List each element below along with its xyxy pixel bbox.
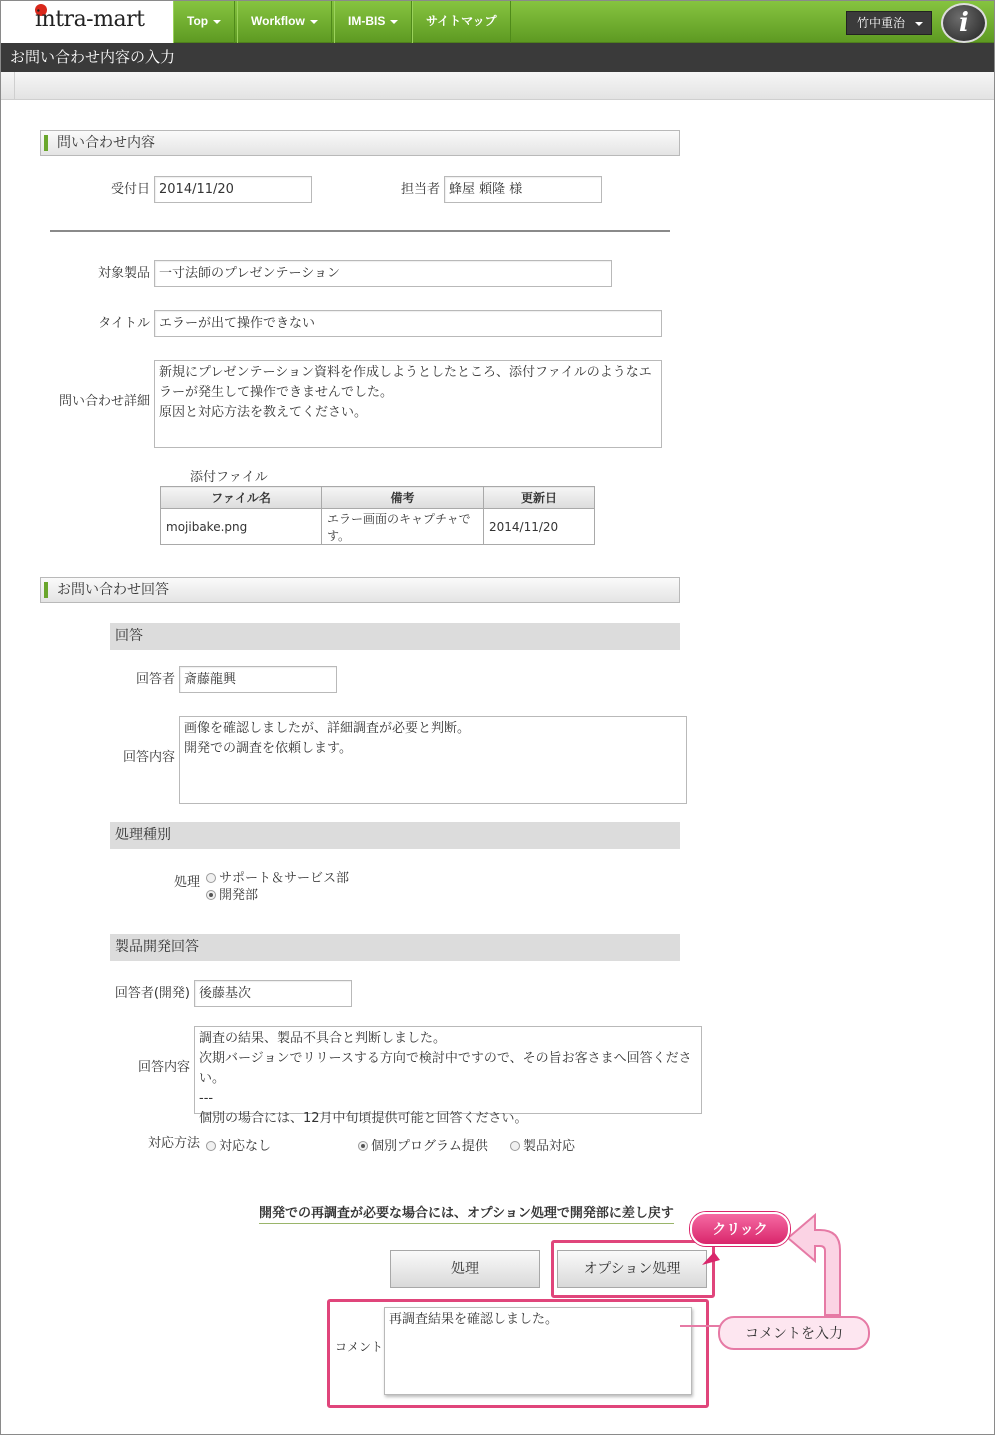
chevron-down-icon: [390, 20, 398, 24]
attachment-remarks: エラー画面のキャプチャです。: [322, 509, 484, 545]
subsection-dev-answer: 製品開発回答: [110, 934, 680, 961]
radio-unselected-icon: [510, 1141, 520, 1151]
detail-label: 問い合わせ詳細: [58, 394, 150, 409]
comment-textarea[interactable]: 再調査結果を確認しました。: [384, 1307, 692, 1395]
method-option-none-label: 対応なし: [219, 1139, 272, 1154]
section-answer-header: お問い合わせ回答: [40, 577, 680, 603]
section-inquiry-header: 問い合わせ内容: [40, 130, 680, 156]
subsection-process-type: 処理種別: [110, 822, 680, 849]
click-callout: クリック: [690, 1212, 790, 1246]
attachment-file-link[interactable]: mojibake.png: [161, 509, 322, 545]
dev-responder-label: 回答者(開発): [114, 986, 190, 1001]
detail-textarea[interactable]: 新規にプレゼンテーション資料を作成しようとしたところ、添付ファイルのようなエラーが発生して操作できませんでした。 原因と対応方法を教えてください。: [154, 360, 662, 448]
table-header-row: [161, 487, 595, 509]
column-header-filename: ファイル名: [161, 487, 322, 509]
responder-field[interactable]: 斎藤龍興: [179, 666, 337, 693]
chevron-down-icon: [915, 22, 923, 26]
process-option-dev[interactable]: [206, 884, 258, 903]
method-option-product-label: 製品対応: [523, 1139, 576, 1154]
radio-unselected-icon: [206, 873, 216, 883]
method-option-individual-label: 個別プログラム提供: [371, 1139, 488, 1154]
process-button[interactable]: 処理: [390, 1250, 540, 1288]
nav-top[interactable]: [173, 1, 235, 43]
chevron-down-icon: [310, 20, 318, 24]
nav-sitemap[interactable]: [412, 1, 511, 43]
toolbar: [1, 72, 994, 100]
info-icon[interactable]: i: [941, 3, 987, 43]
comment-callout: コメントを入力: [718, 1316, 870, 1350]
received-date-field[interactable]: 2014/11/20: [154, 176, 312, 203]
toolbar-divider: [14, 72, 15, 100]
nav-im-bis-label: IM-BIS: [348, 14, 386, 28]
intra-mart-logo[interactable]: [1, 1, 173, 43]
nav-workflow[interactable]: [237, 1, 332, 43]
logo-text: intra-mart: [35, 7, 145, 32]
person-field[interactable]: 蜂屋 頼隆 様: [444, 176, 602, 203]
responder-label: 回答者: [135, 672, 175, 687]
nav-top-label: Top: [187, 14, 209, 28]
user-menu[interactable]: [846, 11, 932, 35]
received-date-label: 受付日: [110, 182, 150, 197]
method-label: 対応方法: [147, 1136, 200, 1151]
chevron-down-icon: [213, 20, 221, 24]
answer-content-label: 回答内容: [122, 750, 175, 765]
top-navigation-bar: [1, 1, 994, 43]
subsection-answer: 回答: [110, 623, 680, 650]
attachment-table: [160, 486, 595, 545]
dev-content-textarea[interactable]: 調査の結果、製品不具合と判断しました。 次期バージョンでリリースする方向で検討中ですので、その旨お客さまへ回答ください。 --- 個別の場合には、12月中旬頃提供可能と回答ください。: [194, 1026, 702, 1114]
instruction-note: 開発での再調査が必要な場合には、オプション処理で開発部に差し戻す: [259, 1202, 674, 1224]
person-label: 担当者: [400, 182, 440, 197]
product-field[interactable]: 一寸法師のプレゼンテーション: [154, 260, 612, 287]
process-label: 処理: [173, 875, 200, 890]
column-header-remarks: 備考: [322, 487, 484, 509]
table-row: [161, 509, 595, 545]
attachment-label: 添付ファイル: [190, 470, 268, 485]
process-option-dev-label: 開発部: [219, 888, 259, 903]
method-option-none[interactable]: [206, 1135, 271, 1154]
nav-sitemap-label: サイトマップ: [426, 14, 497, 28]
radio-selected-icon: [206, 890, 216, 900]
page-title: お問い合わせ内容の入力: [1, 43, 994, 72]
user-name: 竹中重治: [857, 16, 906, 30]
title-field[interactable]: エラーが出て操作できない: [154, 310, 662, 337]
answer-content-textarea[interactable]: 画像を確認しましたが、詳細調査が必要と判断。 開発での調査を依頼します。: [179, 716, 687, 804]
nav-workflow-label: Workflow: [251, 14, 305, 28]
option-process-button[interactable]: オプション処理: [557, 1250, 707, 1288]
comment-label: コメント: [335, 1340, 384, 1354]
nav-im-bis[interactable]: [334, 1, 412, 43]
method-option-individual[interactable]: [358, 1135, 488, 1154]
attachment-updated: 2014/11/20: [484, 509, 595, 545]
column-header-updated: 更新日: [484, 487, 595, 509]
dev-responder-field[interactable]: 後藤基次: [194, 980, 352, 1007]
method-option-product[interactable]: [510, 1135, 575, 1154]
product-label: 対象製品: [97, 266, 150, 281]
process-option-support-label: サポート＆サービス部: [219, 871, 350, 886]
title-label: タイトル: [98, 316, 150, 331]
radio-unselected-icon: [206, 1141, 216, 1151]
dev-content-label: 回答内容: [137, 1060, 190, 1075]
radio-selected-icon: [358, 1141, 368, 1151]
divider: [50, 230, 670, 232]
